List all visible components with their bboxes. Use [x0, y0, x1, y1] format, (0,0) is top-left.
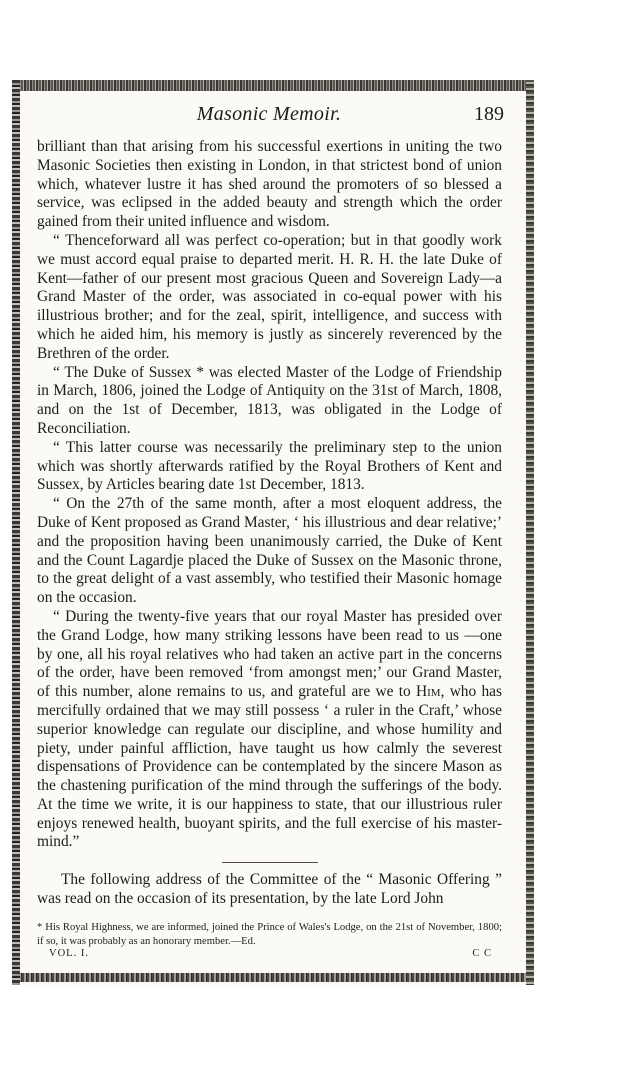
paragraph: “ On the 27th of the same month, after a most eloquent address, the Duke of Kent proposed as Grand Master, ‘ his illustrious and dear relative;’ and the proposition having been unanimously carried, the Duke of Kent and the Count Lagardje placed the Duke of Sussex on the Masonic throne, to the great delight of a vast assembly, who testified their Masonic homage on the occasion. — [37, 495, 502, 607]
paragraph: “ The Duke of Sussex * was elected Master of the Lodge of Friendship in March, 1806, joined the Lodge of Antiquity on the 31st of March, 1808, and on the 1st of December, 1813, was obligated in the Lodge of Reconciliation. — [37, 363, 502, 437]
footnote-area — [37, 921, 502, 949]
quote-text-part-2: , who has mercifully ordained that we may still possess ‘ a ruler in the Craft,’ whose superior knowledge can regulate our discipline, and whose humility and piety, under painful affliction, have taught us how calmly the severest dispensations of Providence can be contemplated by the sincere Mason as the chastening purification of the mind through the sufferings of the body. At the time we write, it is our happiness to state, that our illustrious ruler enjoys renewed health, buoyant spirits, and the full exercise of his master-mind.” — [37, 683, 502, 851]
paragraph-last-quote — [37, 608, 502, 852]
section-rule — [222, 862, 318, 863]
page-border-right — [526, 80, 534, 985]
signature-line — [49, 948, 502, 962]
paragraph-following: The following address of the Committee of the “ Masonic Offering ” was read on the occasion of its presentation, by the late Lord John — [37, 871, 502, 908]
footnote: * His Royal Highness, we are informed, joined the Prince of Wales's Lodge, on the 21st of November, 1800; if so, it was probably as an honorary member.—Ed. — [37, 922, 502, 947]
paragraph: “ Thenceforward all was perfect co-operation; but in that goodly work we must accord equal praise to departed merit. H. R. H. the late Duke of Kent—father of our present most gracious Queen and Sovereign Lady—a Grand Master of the order, was associated in co-equal power with his illustrious brother; and for the zeal, spirit, intelligence, and success with which he aided him, his memory is justly as sincerely reverenced by the Brethren of the order. — [37, 231, 502, 362]
quote-text-part-1: “ During the twenty-five years that our royal Master has presided over the Grand Lodge, how many striking lessons have been read to us —one by one, all his royal relatives who had taken an active part in the concerns of the order, have been removed ‘from amongst men;’ our Grand Master, of this number, alone remains to us, and grateful are we to — [37, 607, 502, 701]
running-head: Masonic Memoir. — [196, 103, 342, 125]
page-number: 189 — [474, 103, 504, 125]
body-text — [37, 138, 502, 909]
signature-mark: C C — [472, 948, 492, 959]
page-header — [34, 103, 504, 129]
paragraph: “ This latter course was necessarily the preliminary step to the union which was shortly afterwards ratified by the Royal Brothers of Kent and Sussex, by Articles bearing date 1st December, 1813. — [37, 438, 502, 494]
quote-small-caps: Him — [416, 683, 441, 701]
page-border-bottom — [12, 973, 534, 982]
volume-mark: VOL. I. — [49, 948, 89, 959]
page-border-left — [12, 80, 20, 985]
page-border-top — [12, 80, 534, 91]
paragraph-continued: brilliant than that arising from his successful exertions in uniting the two Masonic Societies then existing in London, in that strictest bond of union which, whatever lustre it has shed around the promoters of so blessed a service, was eclipsed in the added beauty and strength which the order gained from their united influence and wisdom. — [37, 138, 502, 231]
